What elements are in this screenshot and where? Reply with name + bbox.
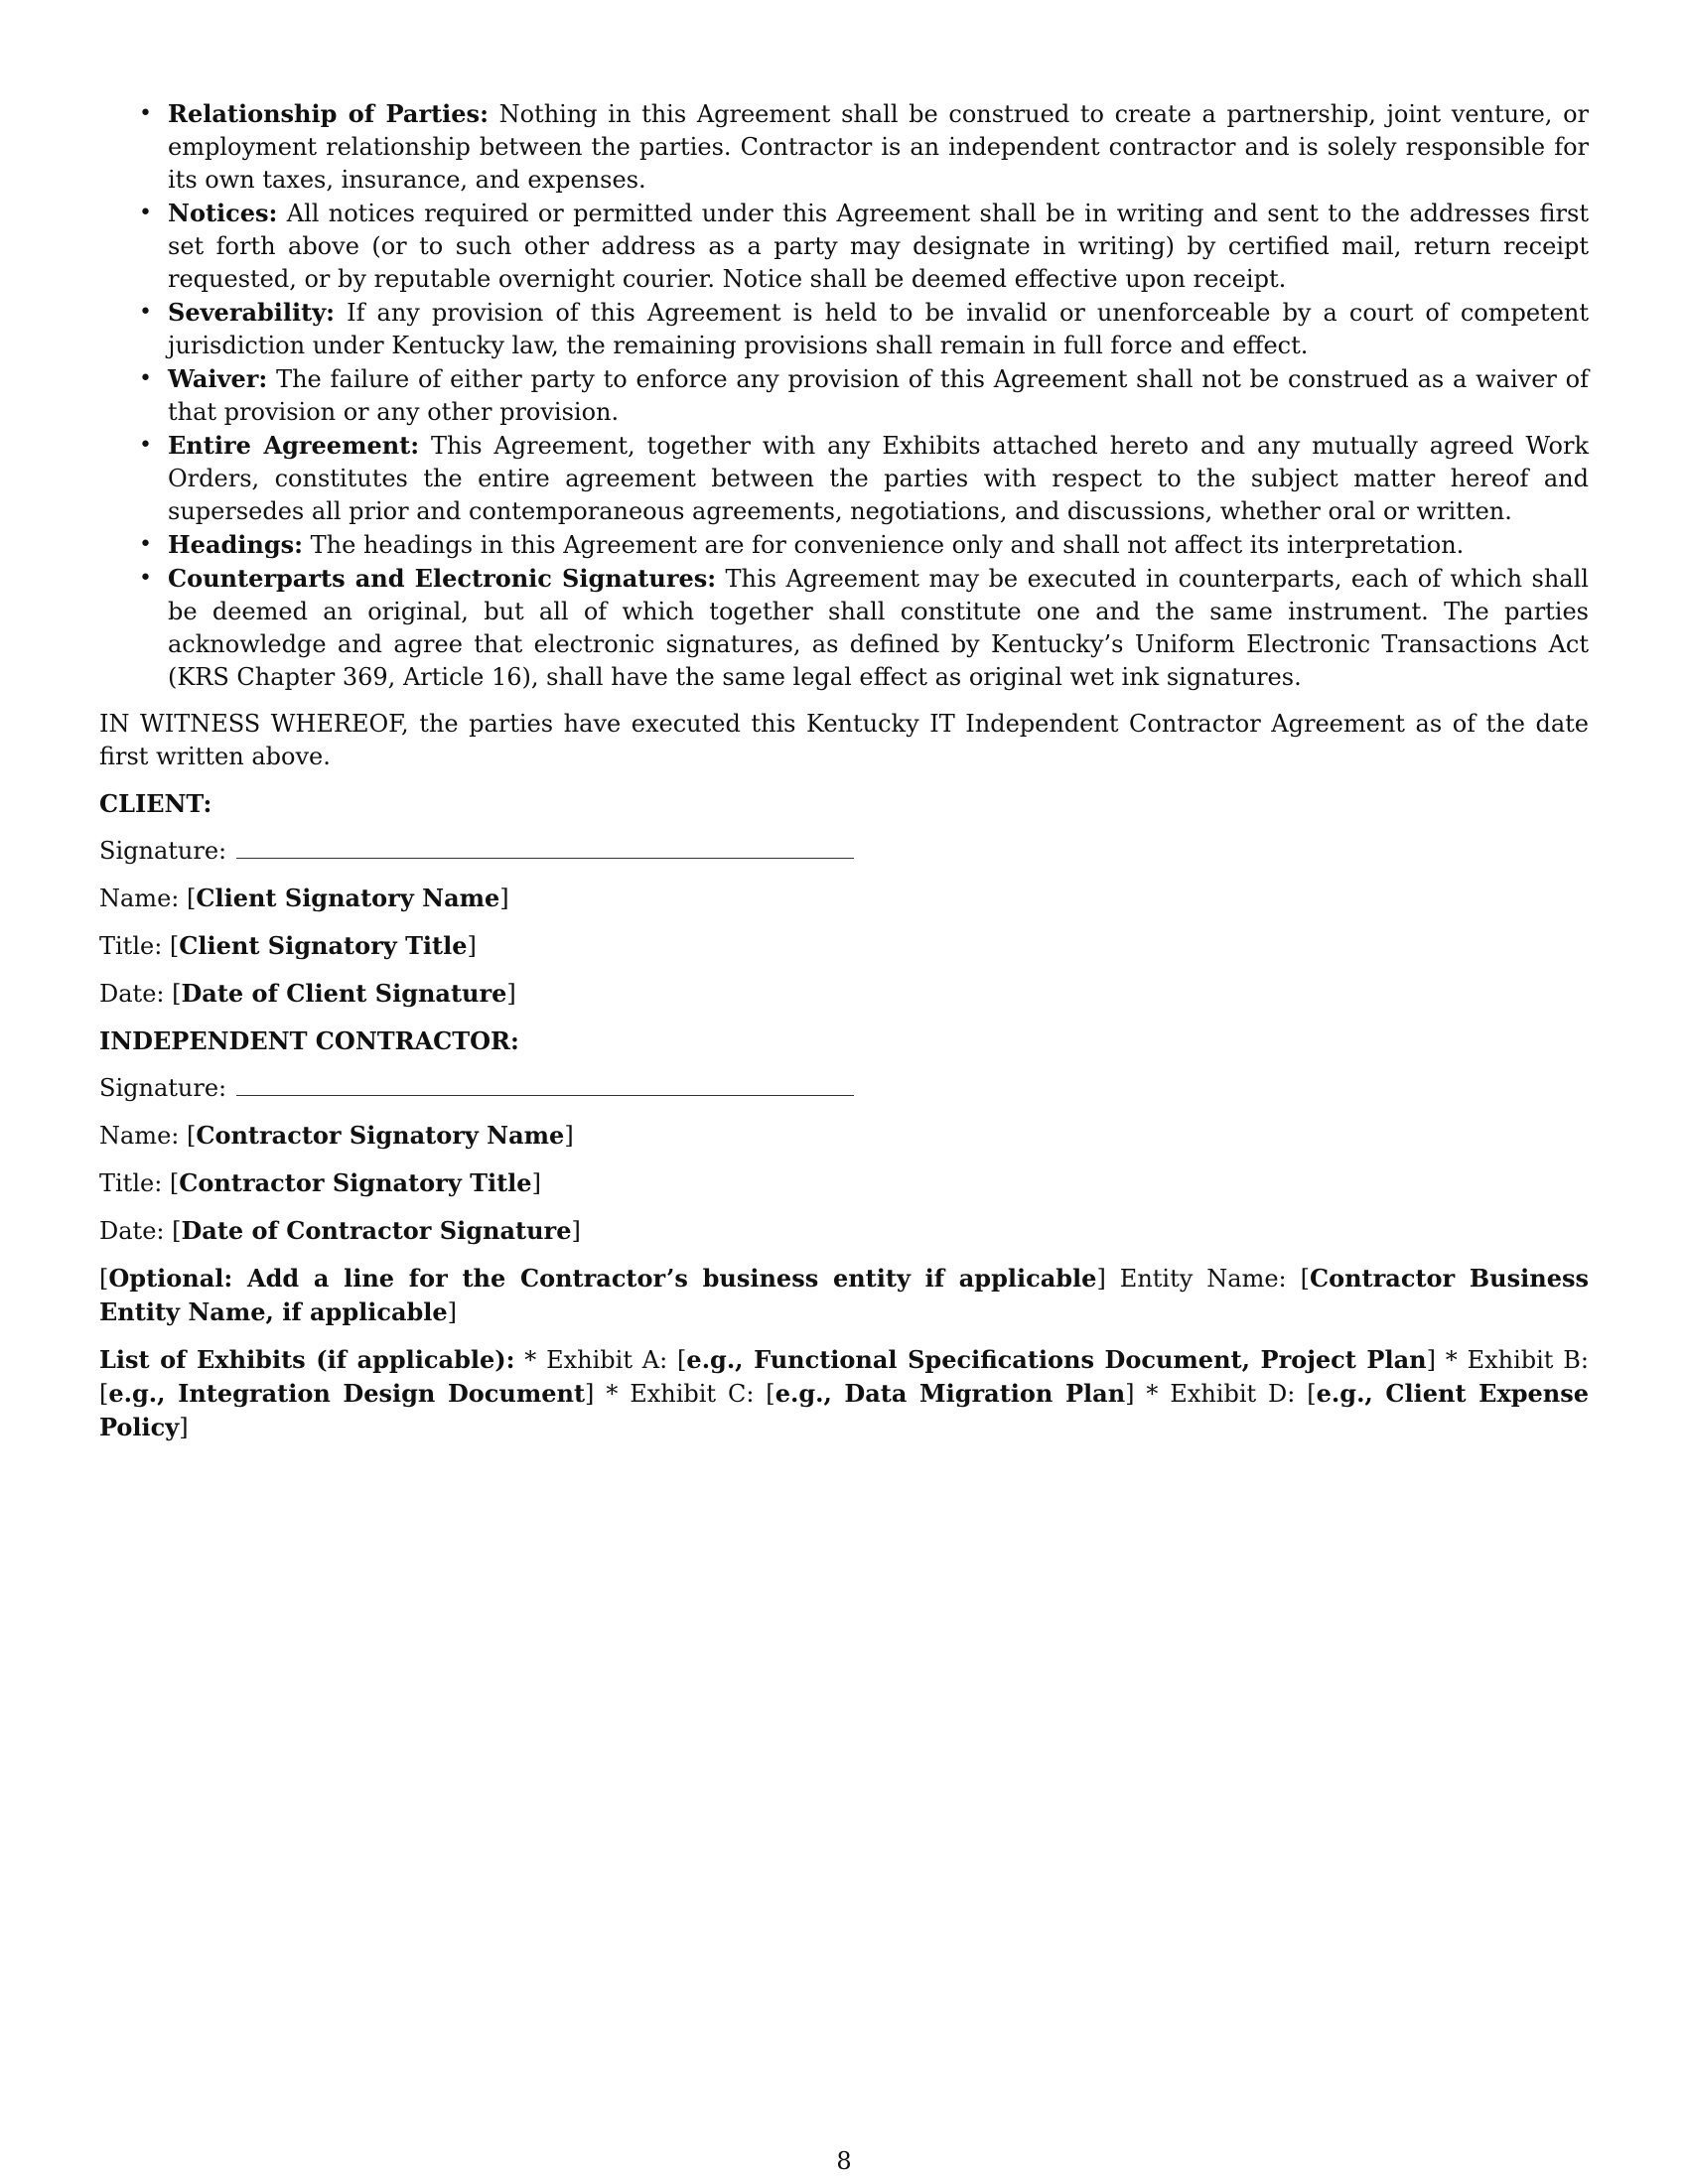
bullet-icon: • — [139, 433, 152, 458]
client-name-placeholder: Client Signatory Name — [196, 884, 500, 912]
clause-heading: Headings: — [168, 530, 303, 559]
clause-heading: Entire Agreement: — [168, 431, 420, 460]
exhibit-label: * Exhibit B: — [1445, 1346, 1589, 1374]
page-number: 8 — [836, 2147, 852, 2175]
client-name-row: Name: [Client Signatory Name] — [99, 884, 509, 912]
client-title-row: Title: [Client Signatory Title] — [99, 931, 477, 960]
clause-text: This Agreement, together with any Exhibits attached hereto and any mutually agreed Work Orders, constitutes the entire agreement between the parties with respect to the subject matter hereof and supersedes all prior and contemporaneous agreements, negotiations, and discussions, whether oral or written. — [168, 432, 1590, 525]
date-label: Date: — [99, 980, 165, 1008]
name-label: Name: — [99, 1122, 180, 1150]
bullet-icon: • — [139, 300, 152, 325]
bullet-icon: • — [139, 366, 152, 391]
clause-heading: Waiver: — [168, 364, 268, 393]
clause-heading: Notices: — [168, 199, 278, 227]
clause-text: All notices required or permitted under this Agreement shall be in writing and sent to the addresses first set forth above (or to such other address as a party may designate in writing) by certified mail, return receipt requested, or by reputable overnight courier. Notice shall be deemed effective upon receipt. — [168, 200, 1589, 293]
title-label: Title: — [99, 1169, 163, 1197]
clause-item — [99, 562, 1589, 694]
clause-item — [99, 528, 1589, 562]
clause-item — [99, 197, 1589, 296]
clause-item — [99, 97, 1589, 197]
clause-item — [99, 429, 1589, 528]
clause-text: Nothing in this Agreement shall be construed to create a partnership, joint venture, or employment relationship between the parties. Contractor is an independent contractor and is solely responsible for its own taxes, insurance, and expenses. — [168, 100, 1589, 194]
contractor-heading: INDEPENDENT CONTRACTOR: — [99, 1026, 519, 1055]
clause-item — [99, 362, 1589, 429]
bullet-icon: • — [139, 566, 152, 591]
contractor-title-placeholder: Contractor Signatory Title — [179, 1168, 532, 1197]
date-label: Date: — [99, 1217, 165, 1245]
entity-placeholder: Contractor Business Entity Name, if applicable — [99, 1264, 1590, 1326]
bullet-icon: • — [139, 101, 152, 126]
contractor-name-placeholder: Contractor Signatory Name — [196, 1121, 565, 1150]
client-signature-line[interactable] — [236, 840, 854, 859]
client-date-row: Date: [Date of Client Signature] — [99, 979, 516, 1008]
client-title-placeholder: Client Signatory Title — [179, 931, 468, 960]
clause-list — [99, 97, 1589, 694]
contractor-title-row: Title: [Contractor Signatory Title] — [99, 1168, 541, 1197]
contractor-date-row: Date: [Date of Contractor Signature] — [99, 1216, 581, 1245]
contractor-name-row: Name: [Contractor Signatory Name] — [99, 1121, 574, 1150]
bullet-icon: • — [139, 532, 152, 557]
exhibit-value: e.g., Client Expense Policy — [99, 1379, 1590, 1441]
exhibit-value: e.g., Integration Design Document — [108, 1379, 586, 1408]
name-label: Name: — [99, 885, 180, 912]
signature-label: Signature: — [99, 837, 227, 865]
clause-text: The headings in this Agreement are for convenience only and shall not affect its interpretation. — [310, 531, 1465, 559]
client-date-placeholder: Date of Client Signature — [181, 979, 507, 1008]
contractor-signature-line[interactable] — [236, 1077, 854, 1096]
exhibits-paragraph: List of Exhibits (if applicable): * Exhibit A: [e.g., Functional Specifications Document, Project Plan] * Exhibit B: [e.g., Integration Design Document] * Exhibit C: [e.g., Data Migration Plan] * Exhibit D: [e.g., Client Expense Policy] — [99, 1345, 1590, 1441]
optional-entity-paragraph: [Optional: Add a line for the Contractor’s business entity if applicable] Entity Name: [Contractor Business Entity Name, if applicable] — [99, 1264, 1590, 1326]
title-label: Title: — [99, 932, 163, 960]
witness-statement: IN WITNESS WHEREOF, the parties have executed this Kentucky IT Independent Contractor Agreement as of the date first written above. — [99, 710, 1589, 770]
clause-item — [99, 296, 1589, 362]
document-page — [99, 97, 1589, 1444]
exhibit-label: * Exhibit A: — [524, 1346, 668, 1374]
exhibit-label: * Exhibit C: — [606, 1380, 755, 1408]
contractor-signature-row — [99, 1072, 1589, 1105]
entity-label: Entity Name: — [1119, 1265, 1287, 1293]
clause-text: This Agreement may be executed in counterparts, each of which shall be deemed an original, but all of which together shall constitute one and the same instrument. The parties acknowledge and agree that electronic signatures, as defined by Kentucky’s Uniform Electronic Transactions Act (KRS Chapter 369, Article 16), shall have the same legal effect as original wet ink signatures. — [168, 565, 1589, 691]
bullet-icon: • — [139, 201, 152, 225]
clause-heading: Relationship of Parties: — [168, 99, 489, 128]
exhibit-value: e.g., Data Migration Plan — [774, 1379, 1126, 1408]
exhibits-heading: List of Exhibits (if applicable): — [99, 1345, 515, 1374]
contractor-date-placeholder: Date of Contractor Signature — [181, 1216, 572, 1245]
client-signature-row — [99, 835, 1589, 868]
client-heading: CLIENT: — [99, 789, 212, 818]
clause-text: If any provision of this Agreement is held to be invalid or unenforceable by a court of competent jurisdiction under Kentucky law, the remaining provisions shall remain in full force and effect. — [168, 299, 1589, 359]
exhibit-value: e.g., Functional Specifications Document, Project Plan — [686, 1345, 1427, 1374]
clause-heading: Severability: — [168, 298, 336, 327]
clause-text: The failure of either party to enforce any provision of this Agreement shall not be construed as a waiver of that provision or any other provision. — [168, 365, 1589, 426]
optional-note: Optional: Add a line for the Contractor’s business entity if applicable — [108, 1264, 1097, 1293]
signature-label: Signature: — [99, 1074, 227, 1102]
clause-heading: Counterparts and Electronic Signatures: — [168, 564, 717, 593]
exhibit-label: * Exhibit D: — [1146, 1380, 1296, 1408]
